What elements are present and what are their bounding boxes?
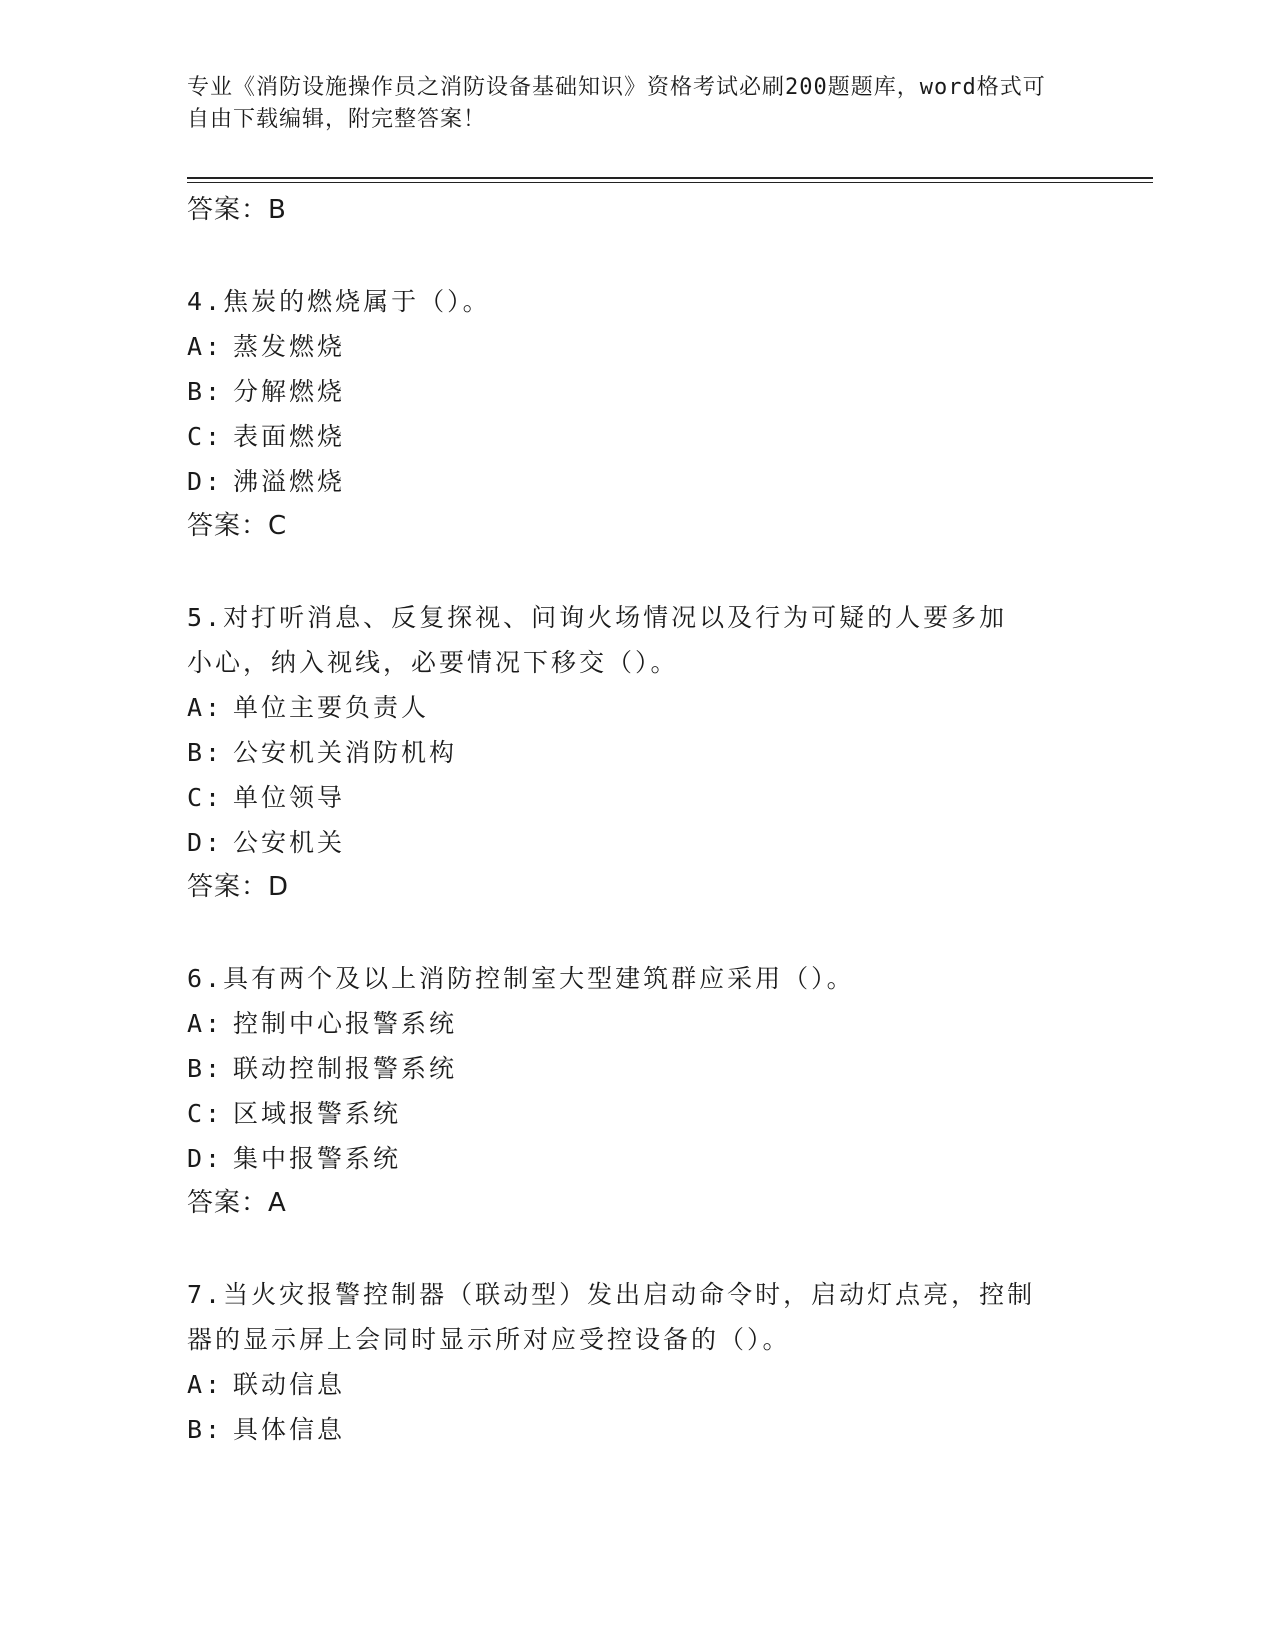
question-stem: 5.对打听消息、反复探视、问询火场情况以及行为可疑的人要多加小心，纳入视线，必要情况下移交（）。 <box>187 603 1008 677</box>
option-label: A: <box>187 693 224 722</box>
spacer <box>187 1226 1087 1272</box>
answer: 答案：C <box>187 511 288 541</box>
option-c <box>187 1091 1087 1136</box>
option-text: 单位领导 <box>233 783 346 812</box>
option-text: 联动控制报警系统 <box>233 1054 458 1083</box>
option-label: A: <box>187 1009 224 1038</box>
question-6 <box>187 956 1087 1226</box>
question-stem: 4.焦炭的燃烧属于（）。 <box>187 287 491 316</box>
option-d <box>187 1136 1087 1181</box>
option-label: C: <box>187 1099 224 1128</box>
header-divider-thin <box>187 182 1153 183</box>
spacer <box>187 910 1087 956</box>
option-text: 具体信息 <box>233 1415 346 1444</box>
question-stem: 7.当火灾报警控制器（联动型）发出启动命令时，启动灯点亮，控制器的显示屏上会同时显示所对应受控设备的（）。 <box>187 1280 1036 1354</box>
header-divider-thick <box>187 177 1153 179</box>
option-a <box>187 324 1087 369</box>
option-label: C: <box>187 783 224 812</box>
option-text: 公安机关 <box>233 828 346 857</box>
option-text: 控制中心报警系统 <box>233 1009 458 1038</box>
option-label: C: <box>187 422 224 451</box>
option-b <box>187 369 1087 414</box>
option-label: B: <box>187 1054 224 1083</box>
option-b <box>187 1046 1087 1091</box>
option-text: 蒸发燃烧 <box>233 332 346 361</box>
question-7 <box>187 1272 1087 1452</box>
option-b <box>187 730 1087 775</box>
option-a <box>187 1362 1087 1407</box>
answer: 答案：A <box>187 1188 287 1218</box>
option-label: A: <box>187 1370 224 1399</box>
question-4 <box>187 279 1087 549</box>
option-d <box>187 459 1087 504</box>
previous-answer: 答案：B <box>187 195 287 225</box>
option-text: 公安机关消防机构 <box>233 738 458 767</box>
option-a <box>187 1001 1087 1046</box>
option-text: 表面燃烧 <box>233 422 346 451</box>
question-list <box>187 188 1087 1452</box>
option-text: 集中报警系统 <box>233 1144 402 1173</box>
option-label: D: <box>187 467 224 496</box>
option-d <box>187 820 1087 865</box>
option-a <box>187 685 1087 730</box>
spacer <box>187 233 1087 279</box>
option-label: B: <box>187 1415 224 1444</box>
option-b <box>187 1407 1087 1452</box>
spacer <box>187 549 1087 595</box>
question-5 <box>187 595 1087 910</box>
answer: 答案：D <box>187 872 290 902</box>
option-text: 单位主要负责人 <box>233 693 430 722</box>
option-text: 分解燃烧 <box>233 377 346 406</box>
document-header: 专业《消防设施操作员之消防设备基础知识》资格考试必刷200题题库，word格式可自由下载编辑，附完整答案！ <box>187 75 1046 132</box>
option-text: 区域报警系统 <box>233 1099 402 1128</box>
question-stem: 6.具有两个及以上消防控制室大型建筑群应采用（）。 <box>187 964 855 993</box>
option-text: 沸溢燃烧 <box>233 467 346 496</box>
option-label: B: <box>187 738 224 767</box>
option-text: 联动信息 <box>233 1370 346 1399</box>
option-label: B: <box>187 377 224 406</box>
option-label: A: <box>187 332 224 361</box>
option-c <box>187 775 1087 820</box>
option-c <box>187 414 1087 459</box>
option-label: D: <box>187 828 224 857</box>
option-label: D: <box>187 1144 224 1173</box>
